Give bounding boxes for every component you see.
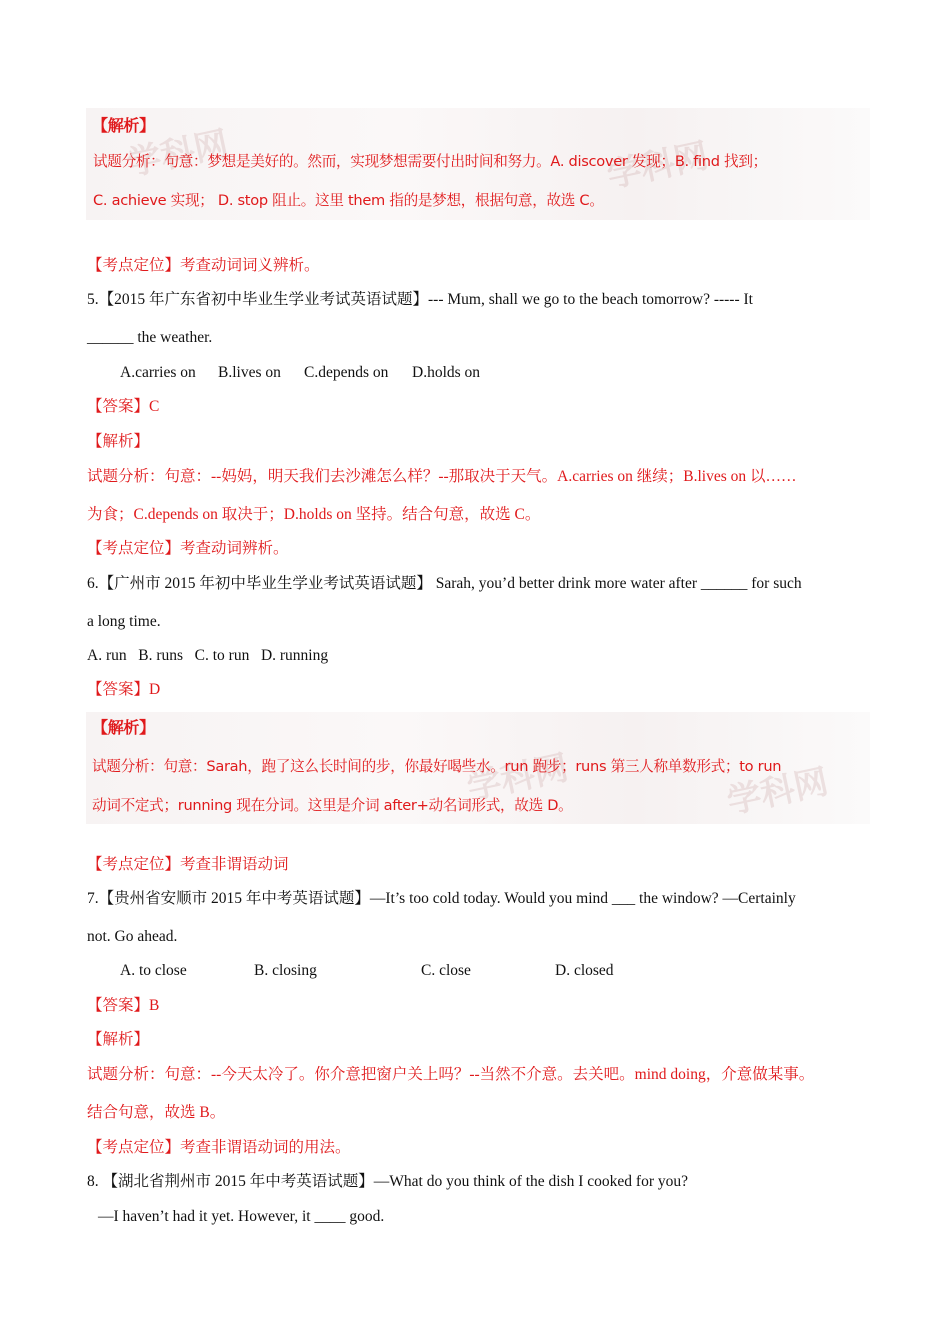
option-a: A.carries on xyxy=(120,364,196,381)
question-text: —What do you think of the dish I cooked for you? xyxy=(373,1173,689,1190)
question-number: 8. xyxy=(87,1173,99,1190)
jiexi-label: 【解析】 xyxy=(87,1031,150,1048)
question-text: --- Mum, shall we go to the beach tomorrow? ----- It xyxy=(428,291,753,308)
question-source: 【贵州省安顺市 2015 年中考英语试题】 xyxy=(98,890,370,907)
option-d: D.holds on xyxy=(412,364,481,381)
question-number: 7. xyxy=(87,890,99,907)
question-source: 【广州市 2015 年初中毕业生学业考试英语试题】 xyxy=(98,575,432,592)
analysis-line: C. achieve 实现； D. stop 阻止。这里 them 指的是梦想，根据句意，故选 C。 xyxy=(93,192,604,209)
answer: 【答案】B xyxy=(87,997,160,1014)
question-text: ______ the weather. xyxy=(87,329,213,346)
answer: 【答案】D xyxy=(87,681,161,698)
watermark-logo: 学科网 xyxy=(723,761,832,823)
analysis-line: 试题分析：句意：Sarah，跑了这么长时间的步，你最好喝些水。run 跑步；runs 第三人称单数形式；to run xyxy=(92,758,782,775)
option-c: C.depends on xyxy=(304,364,389,381)
option-a: A. to close xyxy=(120,962,187,979)
analysis-line: 结合句意，故选 B。 xyxy=(87,1104,226,1121)
question-5 xyxy=(87,290,753,310)
options: A. run B. runs C. to run D. running xyxy=(87,647,329,664)
analysis-line: 试题分析：句意：梦想是美好的。然而，实现梦想需要付出时间和努力。A. discover 发现；B. find 找到； xyxy=(93,153,767,170)
jiexi-label: 【解析】 xyxy=(87,433,150,450)
question-7 xyxy=(87,889,796,909)
question-text: —I haven’t had it yet. However, it ____ good. xyxy=(98,1208,385,1225)
watermark-logo: 学科网 xyxy=(603,135,712,197)
question-text: not. Go ahead. xyxy=(87,928,178,945)
analysis-line: 试题分析：句意：--今天太冷了。你介意把窗户关上吗？--当然不介意。去关吧。mind doing，介意做某事。 xyxy=(87,1066,815,1083)
question-text: —It’s too cold today. Would you mind ___ the window? —Certainly xyxy=(369,890,796,907)
analysis-line: 为食；C.depends on 取决于；D.holds on 坚持。结合句意，故选 C。 xyxy=(87,506,541,523)
option-c: C. close xyxy=(421,962,471,979)
option-b: B. closing xyxy=(254,962,317,979)
kaodian: 【考点定位】考查非谓语动词的用法。 xyxy=(87,1139,351,1156)
watermark-logo: 学科网 xyxy=(463,747,572,809)
kaodian: 【考点定位】考查动词辨析。 xyxy=(87,540,289,557)
kaodian: 【考点定位】考查非谓语动词 xyxy=(87,856,289,873)
question-source: 【2015 年广东省初中毕业生学业考试英语试题】 xyxy=(98,291,429,308)
question-text: a long time. xyxy=(87,613,161,630)
kaodian: 【考点定位】考查动词词义辨析。 xyxy=(87,257,320,274)
options xyxy=(120,363,480,383)
question-source: 【湖北省荆州市 2015 年中考英语试题】 xyxy=(102,1173,374,1190)
question-8 xyxy=(87,1172,688,1192)
question-6 xyxy=(87,574,802,594)
watermark-logo: 学科网 xyxy=(123,123,232,185)
options xyxy=(120,961,614,981)
option-d: D. closed xyxy=(555,962,614,979)
question-text: Sarah, you’d better drink more water after ______ for such xyxy=(431,575,802,592)
jiexi-label: 【解析】 xyxy=(92,718,155,737)
analysis-line: 动词不定式；running 现在分词。这里是介词 after+动名词形式，故选 D。 xyxy=(92,797,573,814)
option-b: B.lives on xyxy=(218,364,281,381)
jiexi-label: 【解析】 xyxy=(92,116,155,135)
analysis-line: 试题分析：句意：--妈妈，明天我们去沙滩怎么样？--那取决于天气。A.carries on 继续；B.lives on 以…… xyxy=(87,468,797,485)
answer: 【答案】C xyxy=(87,398,160,415)
question-number: 6. xyxy=(87,575,99,592)
question-number: 5. xyxy=(87,291,99,308)
